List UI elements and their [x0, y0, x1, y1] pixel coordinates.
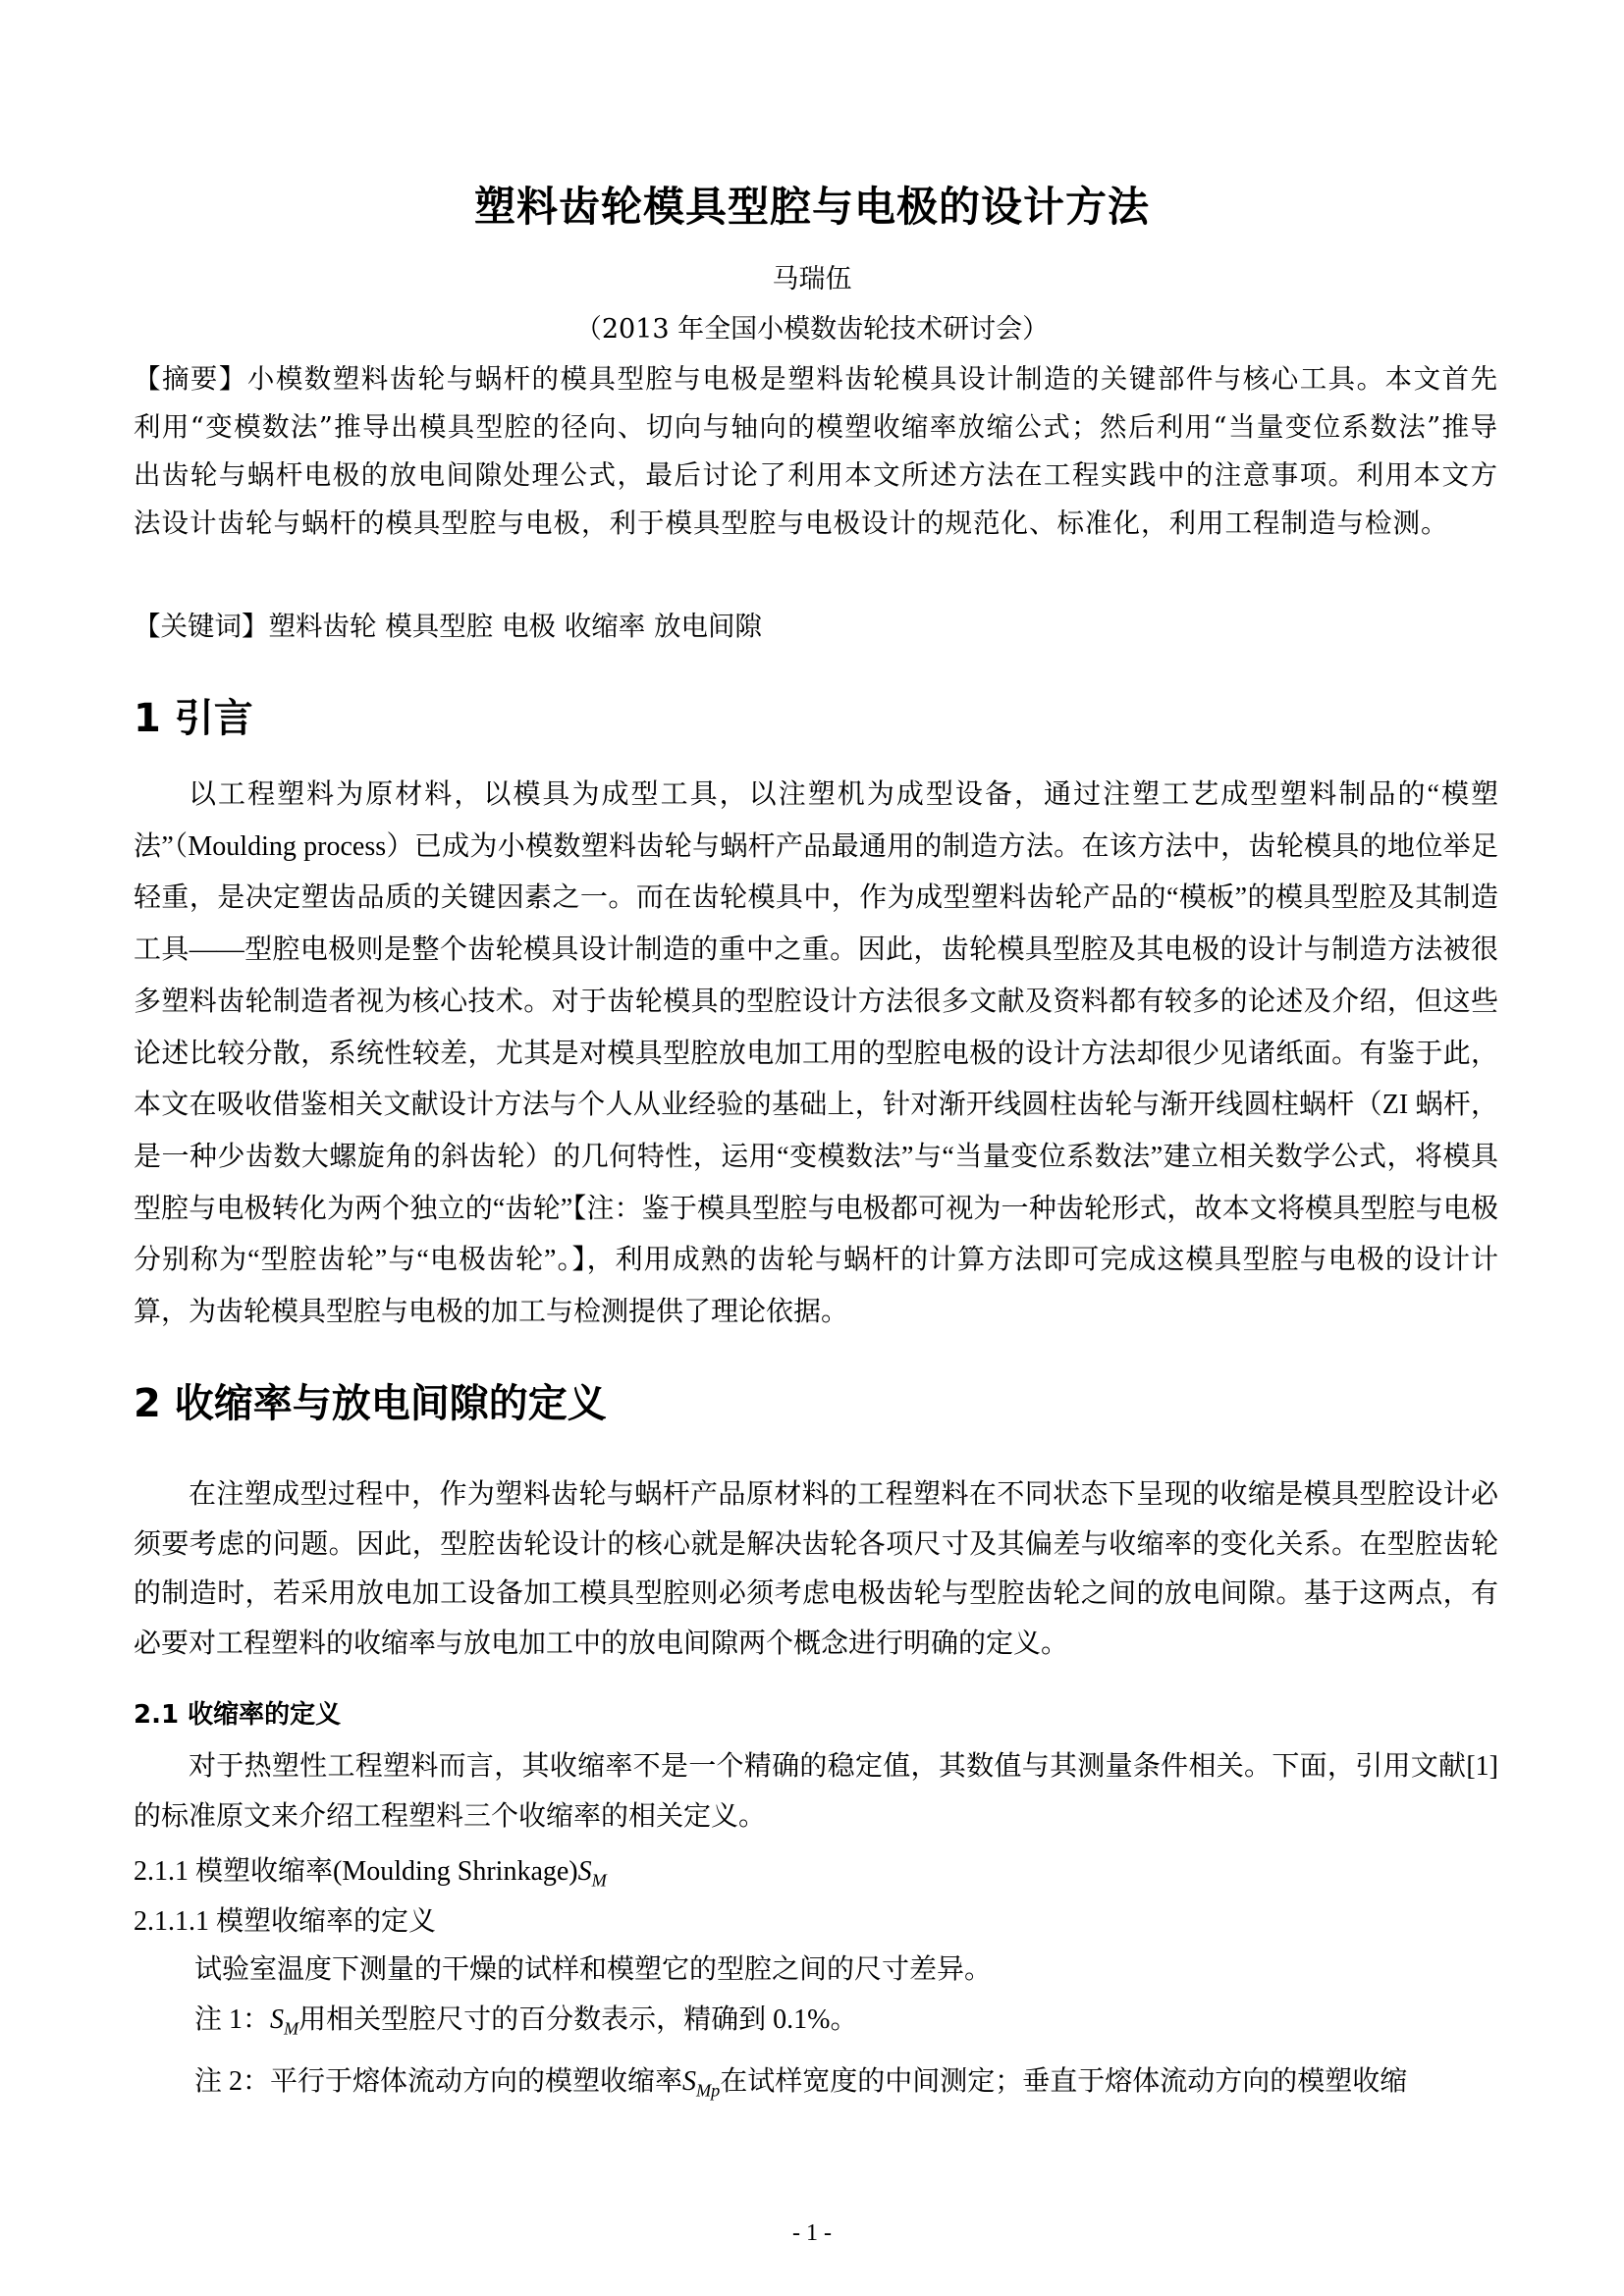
affiliation: （2013 年全国小模数齿轮技术研讨会） [574, 314, 1050, 345]
abstract [134, 355, 1498, 548]
note-2-prefix: 注 2：平行于熔体流动方向的模塑收缩率 [194, 2066, 683, 2097]
page-number: - 1 - [792, 2220, 832, 2246]
keywords [134, 607, 1498, 646]
section-2-1-1-label: 2.1.1 模塑收缩率(Moulding Shrinkage) [134, 1856, 578, 1887]
abstract-text: 小模数塑料齿轮与蜗杆的模具型腔与电极是塑料齿轮模具设计制造的关键部件与核心工具。本文首先利用“变模数法”推导出模具型腔的径向、切向与轴向的模塑收缩率放缩公式；然后利用“当量变位系数法”推导出齿轮与蜗杆电极的放电间隙处理公式，最后讨论了利用本文所述方法在工程实践中的注意事项。利用本文方法设计齿轮与蜗杆的模具型腔与电极，利于模具型腔与电极设计的规范化、标准化，利用工程制造与检测。 [134, 363, 1498, 539]
section-2-paragraph: 在注塑成型过程中，作为塑料齿轮与蜗杆产品原材料的工程塑料在不同状态下呈现的收缩是模具型腔设计必须要考虑的问题。因此，型腔齿轮设计的核心就是解决齿轮各项尺寸及其偏差与收缩率的变化关系。在型腔齿轮的制造时，若采用放电加工设备加工模具型腔则必须考虑电极齿轮与型腔齿轮之间的放电间隙。基于这两点，有必要对工程塑料的收缩率与放电加工中的放电间隙两个概念进行明确的定义。 [134, 1479, 1498, 1659]
symbol-s: S [577, 1856, 592, 1887]
note-2-text: 在试样宽度的中间测定；垂直于熔体流动方向的模塑收缩 [720, 2066, 1408, 2097]
abstract-tag: 【摘要】 [134, 363, 247, 395]
symbol-subscript: M [284, 2018, 299, 2039]
section-2-heading: 2 收缩率与放电间隙的定义 [134, 1381, 607, 1426]
note-1 [194, 1998, 858, 2039]
note-1-prefix: 注 1： [194, 2004, 271, 2035]
symbol-subscript: Mp [696, 2080, 721, 2101]
section-2-1-1-1-heading: 2.1.1.1 模塑收缩率的定义 [134, 1906, 437, 1937]
symbol-s: S [270, 2004, 285, 2035]
definition-text: 试验室温度下测量的干燥的试样和模塑它的型腔之间的尺寸差异。 [194, 1954, 993, 1985]
section-2-1-heading: 2.1 收缩率的定义 [134, 1700, 342, 1730]
note-2 [194, 2059, 1407, 2101]
paper-title: 塑料齿轮模具型腔与电极的设计方法 [473, 183, 1150, 231]
symbol-subscript: M [591, 1870, 607, 1891]
note-1-text: 用相关型腔尺寸的百分数表示，精确到 0.1%。 [298, 2004, 858, 2035]
author-name: 马瑞伍 [772, 264, 852, 294]
keywords-tag: 【关键词】 [134, 611, 269, 642]
section-2-1-1-heading [134, 1849, 607, 1891]
symbol-s: S [682, 2066, 697, 2097]
keywords-text: 塑料齿轮 模具型腔 电极 收缩率 放电间隙 [268, 611, 762, 642]
section-1-heading: 1 引言 [134, 696, 253, 741]
section-1-paragraph: 以工程塑料为原材料，以模具为成型工具，以注塑机为成型设备，通过注塑工艺成型塑料制品的“模塑法”（Moulding process）已成为小模数塑料齿轮与蜗杆产品最通用的制造方法。在该方法中，齿轮模具的地位举足轻重，是决定塑齿品质的关键因素之一。而在齿轮模具中，作为成型塑料齿轮产品的“模板”的模具型腔及其制造工具——型腔电极则是整个齿轮模具设计制造的重中之重。因此，齿轮模具型腔及其电极的设计与制造方法被很多塑料齿轮制造者视为核心技术。对于齿轮模具的型腔设计方法很多文献及资料都有较多的论述及介绍，但这些论述比较分散，系统性较差，尤其是对模具型腔放电加工用的型腔电极的设计方法却很少见诸纸面。有鉴于此，本文在吸收借鉴相关文献设计方法与个人从业经验的基础上，针对渐开线圆柱齿轮与渐开线圆柱蜗杆（ZI 蜗杆，是一种少齿数大螺旋角的斜齿轮）的几何特性，运用“变模数法”与“当量变位系数法”建立相关数学公式，将模具型腔与电极转化为两个独立的“齿轮”【注：鉴于模具型腔与电极都可视为一种齿轮形式，故本文将模具型腔与电极分别称为“型腔齿轮”与“电极齿轮”。】，利用成熟的齿轮与蜗杆的计算方法即可完成这模具型腔与电极的设计计算，为齿轮模具型腔与电极的加工与检测提供了理论依据。 [134, 779, 1498, 1328]
section-2-1-paragraph: 对于热塑性工程塑料而言，其收缩率不是一个精确的稳定值，其数值与其测量条件相关。下面，引用文献[1]的标准原文来介绍工程塑料三个收缩率的相关定义。 [134, 1751, 1498, 1832]
